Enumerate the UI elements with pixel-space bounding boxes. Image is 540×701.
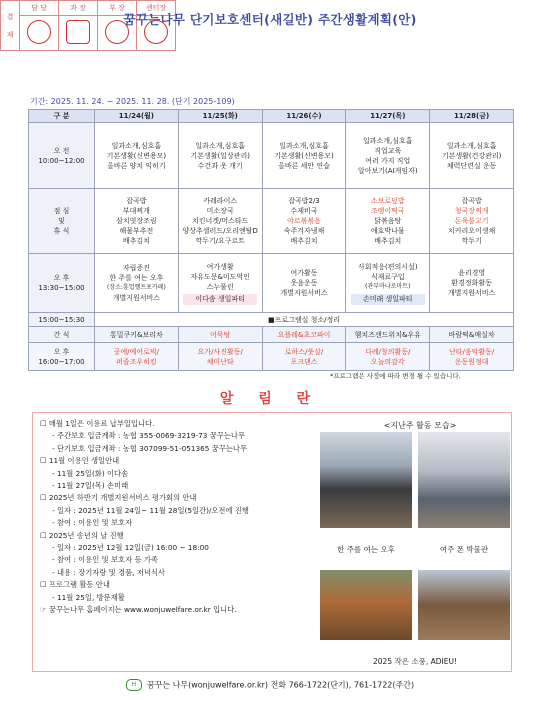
- approval-role: 과 장: [59, 1, 98, 16]
- table-row: [29, 189, 514, 254]
- logo-icon: H: [126, 679, 142, 691]
- notice-title: 알 림 란: [219, 391, 321, 407]
- table-row: [29, 123, 514, 189]
- notice-item: - 참여 : 이용인 및 보호자: [52, 518, 133, 528]
- row-label: 오 후 16:00~17:00: [29, 343, 95, 371]
- table-cell: 소보로덮밥 조랭이떡국 닭볶음탕 애호박나물 배추김치: [346, 189, 430, 254]
- row-label: 15:00~15:30: [29, 313, 95, 327]
- table-cell: 잡곡밥 청국장찌개 돈육불고기 치커리오이생채 깍두기: [430, 189, 514, 254]
- birthday-tag: 이다솜 생일파티: [183, 294, 258, 305]
- header-cell: 11/26(수): [262, 110, 346, 123]
- row-label: 간 식: [29, 327, 95, 343]
- notice-item: ☐ 2025년 하반기 개별지원서비스 평가회의 안내: [40, 493, 197, 503]
- table-cell: 로하스/풋살/ 포크댄스: [262, 343, 346, 371]
- photo-caption: 2025 작은 소풍, ADIEU!: [373, 657, 457, 666]
- table-cell: 일과소개,심호흡 기본생활(건강관리) 체력단련실 운동: [430, 123, 514, 189]
- table-cell: 카레라이스 미소장국 치킨너겟/머스타드 양상추샐러드/오리엔탈D 깍두기/요구르트: [178, 189, 262, 254]
- table-cell: 잡곡밥 부대찌개 삼치엿장조림 해물부추전 배추김치: [95, 189, 179, 254]
- notice-item: ☐ 매월 1일은 이용료 납부일입니다.: [40, 419, 155, 428]
- table-cell: 바람떡&매실차: [430, 327, 514, 343]
- notice-item: - 참여 : 이용인 및 보호자 등 가족: [52, 555, 158, 565]
- birthday-tag: 손미래 생일파티: [351, 294, 426, 305]
- table-cell: 일과소개,심호흡 직업교육 여러 가지 직업 알아보기(AI게임자): [346, 123, 430, 189]
- photo-caption: 한 주를 여는 오후: [337, 545, 395, 554]
- table-cell: 통밀쿠키&보리차: [95, 327, 179, 343]
- notice-item: - 주간보호 입금계좌 : 농협 355-0069-3219-73 꿈꾸는나무: [52, 431, 245, 441]
- activity-photo: [320, 570, 412, 640]
- table-cell: 요가/사진활동/ 체미난타: [178, 343, 262, 371]
- table-cell: 자립증진 한 주를 여는 오후 (장소:흥업헬프포카페) 개별지원서비스: [95, 254, 179, 313]
- table-cell: 난타/음악활동/ 운동원정대: [430, 343, 514, 371]
- table-row: [29, 254, 514, 313]
- table-cell: 햄치즈샌드위치&우유: [346, 327, 430, 343]
- approval-role: 센터장: [137, 1, 176, 16]
- table-cell: 여가생활 자유도문&미도역인 스누풀린 이다솜 생일파티: [178, 254, 262, 313]
- approval-label: 결 재: [1, 1, 20, 51]
- table-cell: 사회적응(편의시설) 식재료구입 (관부마나로마트) 손미래 생일파티: [346, 254, 430, 313]
- notice-item: - 일자 : 2025년 11월 24일~ 11월 28일(5일간)/오전에 진행: [52, 505, 249, 515]
- schedule-table: [28, 109, 514, 371]
- table-cell: 잡곡밥2/3 수제비국 야르볶볶음 숙주겨자냉채 배추김치: [262, 189, 346, 254]
- photo-heading: <지난주 활동 모습>: [383, 421, 457, 430]
- notice-item: - 내용 : 장기자랑 및 경품, 저녁식사: [52, 567, 165, 577]
- table-row: [29, 343, 514, 371]
- approval-role: 담 당: [20, 1, 59, 16]
- table-cell: 여가활동 웃음운동 개별지원서비스: [262, 254, 346, 313]
- notice-item: - 단기보호 입금계좌 : 농협 307099-51-051365 꿈꾸는나무: [52, 443, 247, 453]
- table-cell: 윤리경영 환경정화활동 개별지원서비스: [430, 254, 514, 313]
- homepage-link[interactable]: ☞ 꿈꾸는나무 홈페이지는 www.wonjuwelfare.or.kr 입니다.: [40, 605, 237, 615]
- header-cell: 11/27(목): [346, 110, 430, 123]
- page-title: 꿈꾸는나무 단기보호센터(새길반) 주간생활계획(안): [123, 12, 417, 27]
- table-cell: 다례/창의활동/ 오늘의감각: [346, 343, 430, 371]
- table-cell: 일과소개,심호흡 기본생활(일상관리) 수건과 옷 개기: [178, 123, 262, 189]
- activity-photo: [418, 432, 510, 528]
- activity-photo: [418, 570, 510, 640]
- activity-photo: [320, 432, 412, 528]
- table-header-row: [29, 110, 514, 123]
- table-row: [29, 313, 514, 327]
- header-cell: 11/25(화): [178, 110, 262, 123]
- table-cell: 공예/예어로빅/ 퍼즐조우히킹: [95, 343, 179, 371]
- table-cell: 요플레&초코파이: [262, 327, 346, 343]
- period-text: 기간: 2025. 11. 24. ~ 2025. 11. 28. (단기 2025-109): [30, 97, 235, 106]
- notice-item: ☐ 프로그램 활동 안내: [40, 580, 110, 590]
- footer: [0, 679, 540, 691]
- table-cell: 일과소개,심호흡 기본생활(신변용모) 올바른 세안 연습: [262, 123, 346, 189]
- notice-item: - 11월 25일, 방문재활: [52, 592, 125, 602]
- notice-item: ☐ 2025년 송년의 날 진행: [40, 530, 124, 540]
- notice-item: ☐ 11월 이용인 생일안내: [40, 456, 120, 466]
- table-cell: 일과소개,심호흡 기본생활(신변용모) 올바른 양치 익히기: [95, 123, 179, 189]
- table-cell: 어묵탕: [178, 327, 262, 343]
- table-cell: ■프로그램실 청소/정리: [95, 313, 514, 327]
- change-note: *프로그램은 사정에 따라 변경 될 수 있습니다.: [330, 372, 461, 380]
- notice-list: [40, 418, 320, 617]
- header-cell: 11/24(월): [95, 110, 179, 123]
- footer-text: 꿈꾸는 나무(wonjuwelfare.or.kr) 전화 766-1722(단기), 761-1722(주간): [146, 680, 415, 690]
- notice-item: - 11월 25일(화) 이다솜: [52, 468, 129, 478]
- row-label: 오 후 13:30~15:00: [29, 254, 95, 313]
- row-label: 오 전 10:00~12:00: [29, 123, 95, 189]
- row-label: 점 심 및 휴 식: [29, 189, 95, 254]
- header-cell: 구 분: [29, 110, 95, 123]
- notice-item: - 일자 : 2025년 12월 12일(금) 16:00 ~ 18:00: [52, 543, 209, 553]
- table-row: [29, 327, 514, 343]
- header-cell: 11/28(금): [430, 110, 514, 123]
- photo-caption: 여주 폰 박물관: [439, 545, 489, 554]
- approval-role: 부 장: [98, 1, 137, 16]
- notice-item: - 11월 27일(목) 손미래: [52, 481, 129, 491]
